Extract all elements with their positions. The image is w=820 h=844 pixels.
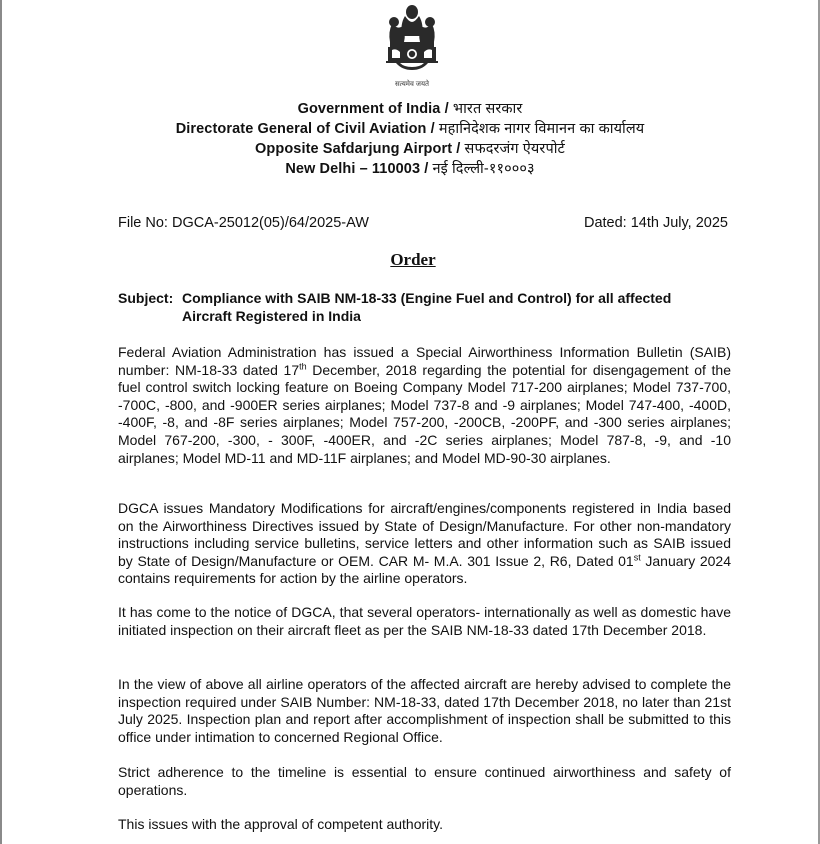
header-line-dgca (120, 118, 700, 138)
paragraph-dgca-modifications-text-a: DGCA issues Mandatory Modifications for aircraft/engines/components registered in India based on the Airworthiness Directives issued by State of Design/Manufacture. For other non-mandatory instructions including service bulletins, service letters and other information such as SAIB issued by State of Design/Manufacture or OEM. CAR M- M.A. 301 Issue 2, R6, Dated 01 (118, 500, 731, 569)
ordinal-suffix: st (633, 552, 641, 563)
subject-block (118, 289, 734, 325)
paragraph-notice: It has come to the notice of DGCA, that several operators- internationally as well as domestic have initiated inspection on their aircraft fleet as per the SAIB NM-18-33 dated 17th December 2018. (118, 604, 731, 638)
header-address-en: Opposite Safdarjung Airport / (255, 141, 461, 157)
order-date: Dated: 14th July, 2025 (583, 215, 728, 231)
header-government-en: Government of India / (297, 101, 449, 117)
paragraph-faa-saib-text-b: December, 2018 regarding the potential for disengagement of the fuel control switch locking feature on Boeing Company Model 717-200 airplanes; Model 737-700, -700C, -800, and -900ER series airplanes; Model 737-8 and -9 airplanes; Model 747-400, -400D, -400F, -8, and -8F series airplanes; Model 757-200, -200CB, -200PF, and -300 series airplanes; Model 767-200, -300, - 300F, -400ER, and -2C series airplanes; Model 787-8, -9, and -10 airplanes; Model MD-11 and MD-11F airplanes; and Model MD-90-30 airplanes. (118, 361, 731, 466)
order-title: Order (390, 250, 436, 269)
ordinal-suffix: th (299, 360, 307, 371)
subject-label: Subject: (118, 290, 174, 306)
paragraph-dgca-modifications-text-b: January 2024 contains requirements for action by the airline operators. (118, 552, 731, 587)
emblem-motto: सत्यमेव जयते (394, 81, 430, 88)
header-government-hi: भारत सरकार (452, 101, 523, 117)
subject-line-1: Compliance with SAIB NM-18-33 (Engine Fuel and Control) for all affected (182, 290, 672, 306)
header-address-hi: सफदरजंग ऐयरपोर्ट (464, 141, 565, 157)
header-city-hi: नई दिल्ली-११०००३ (432, 161, 535, 177)
header-dgca-en: Directorate General of Civil Aviation / (175, 121, 435, 137)
paragraph-faa-saib (118, 344, 731, 467)
paragraph-adherence: Strict adherence to the timeline is essential to ensure continued airworthiness and safety of operations. (118, 764, 731, 798)
paragraph-advisory: In the view of above all airline operators of the affected aircraft are hereby advised to complete the inspection required under SAIB Number: NM-18-33, dated 17th December 2018, no later than 21st July 2025. Inspection plan and report after accomplishment of inspection shall be submitted to this office under intimation to concerned Regional Office. (118, 676, 731, 745)
header-line-government (120, 98, 700, 118)
header-line-city (120, 158, 700, 178)
header-city-en: New Delhi – 110003 / (285, 161, 429, 177)
subject-line-2: Aircraft Registered in India (182, 308, 361, 324)
paragraph-dgca-modifications (118, 500, 731, 588)
paragraph-approval: This issues with the approval of competent authority. (118, 816, 444, 832)
header-dgca-hi: महानिदेशक नागर विमानन का कार्यालय (438, 121, 645, 137)
page-frame-left (0, 0, 2, 844)
file-number: File No: DGCA-25012(05)/64/2025-AW (118, 215, 369, 231)
paragraph-faa-saib-text-a: Federal Aviation Administration has issued a Special Airworthiness Information Bulletin (SAIB) number: NM-18-33 dated 17 (118, 344, 731, 378)
header-line-address (120, 138, 700, 158)
national-emblem-icon (376, 2, 448, 90)
